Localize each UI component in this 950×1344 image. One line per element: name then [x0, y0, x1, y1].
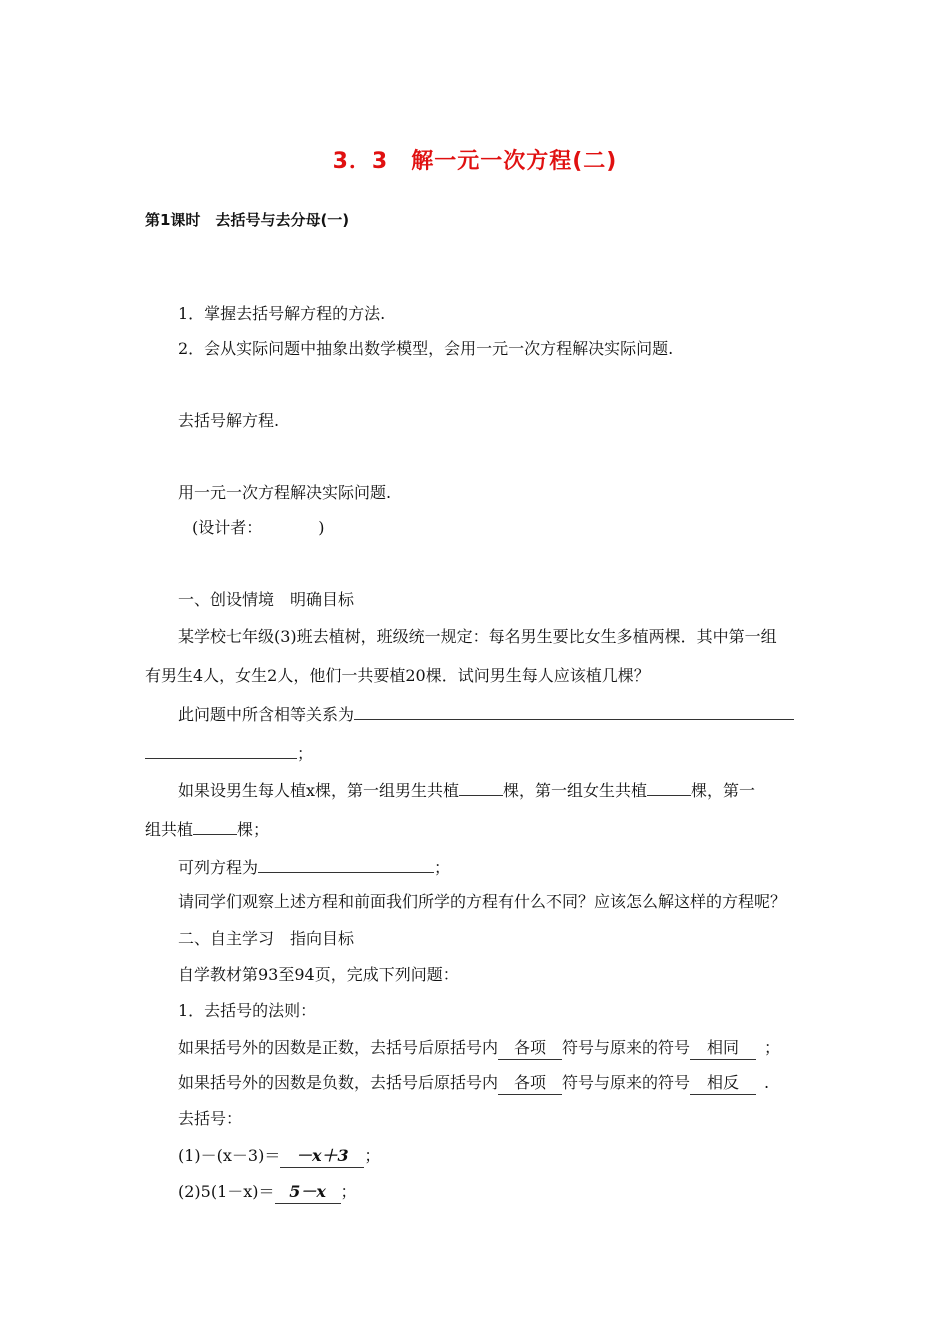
- exercise-2-question: (2)5(1－x)＝: [178, 1182, 275, 1201]
- equation-prompt: 可列方程为: [178, 858, 259, 877]
- group-total-blank[interactable]: [193, 818, 237, 835]
- problem-line-2: 有男生4人，女生2人，他们一共要植20棵．试问男生每人应该植几棵？: [145, 666, 650, 685]
- rule-negative-answer-1: 各项: [498, 1072, 562, 1095]
- equality-line-2: [145, 742, 313, 765]
- designer-note: (设计者： ): [192, 518, 325, 537]
- rule-heading: 1．去括号的法则：: [178, 1001, 317, 1020]
- equation-blank[interactable]: [258, 856, 434, 873]
- exercise-2: [178, 1181, 357, 1204]
- boys-total-blank[interactable]: [459, 779, 503, 796]
- objective-2: 2．会从实际问题中抽象出数学模型，会用一元一次方程解决实际问题.: [178, 339, 674, 358]
- rule-positive: [178, 1037, 780, 1060]
- equality-line: [178, 703, 794, 726]
- equality-blank[interactable]: [354, 703, 794, 720]
- objective-1: 1．掌握去括号解方程的方法.: [178, 304, 386, 323]
- question-line: 请同学们观察上述方程和前面我们所学的方程有什么不同？应该怎么解这样的方程呢？: [178, 892, 787, 911]
- exercise-1-answer: －x＋3: [280, 1145, 364, 1168]
- rule-negative-text-2: 符号与原来的符号: [562, 1073, 691, 1092]
- semicolon: ；: [297, 744, 314, 763]
- group-text-2: 棵；: [237, 820, 270, 839]
- difficulty: 用一元一次方程解决实际问题.: [178, 483, 392, 502]
- suppose-text-2: 棵，第一组女生共植: [503, 781, 648, 800]
- page-title: 3．3 解一元一次方程(二): [332, 149, 618, 174]
- girls-total-blank[interactable]: [647, 779, 691, 796]
- rule-positive-answer-1: 各项: [498, 1037, 562, 1060]
- semicolon: ；: [340, 1182, 357, 1201]
- suppose-text-3: 棵，第一: [691, 781, 756, 800]
- equality-prompt: 此问题中所含相等关系为: [178, 705, 355, 724]
- section1-heading: 一、创设情境 明确目标: [178, 590, 355, 609]
- problem-line-1: 某学校七年级(3)班去植树，班级统一规定：每名男生要比女生多植两棵．其中第一组: [178, 627, 777, 646]
- exercise-1: [178, 1145, 380, 1168]
- suppose-text-1: 如果设男生每人植x棵，第一组男生共植: [178, 781, 460, 800]
- rule-negative: [178, 1072, 769, 1095]
- rule-negative-text-1: 如果括号外的因数是负数，去括号后原括号内: [178, 1073, 499, 1092]
- rule-negative-answer-2: 相反: [690, 1072, 756, 1095]
- self-study-instruction: 自学教材第93至94页，完成下列问题：: [178, 965, 459, 984]
- remove-heading: 去括号：: [178, 1109, 243, 1128]
- semicolon: ；: [434, 858, 451, 877]
- rule-positive-answer-2: 相同: [690, 1037, 756, 1060]
- equation-line: [178, 856, 450, 879]
- suppose-line: [178, 779, 755, 802]
- equality-blank-2[interactable]: [145, 742, 297, 759]
- rule-positive-text-1: 如果括号外的因数是正数，去括号后原括号内: [178, 1038, 499, 1057]
- group-text-1: 组共植: [145, 820, 194, 839]
- key-point: 去括号解方程.: [178, 411, 280, 430]
- rule-positive-text-2: 符号与原来的符号: [562, 1038, 691, 1057]
- semicolon: ；: [364, 1146, 381, 1165]
- period: .: [764, 1073, 770, 1092]
- lesson-subtitle: 第1课时 去括号与去分母(一): [145, 211, 350, 229]
- section2-heading: 二、自主学习 指向目标: [178, 929, 355, 948]
- exercise-2-answer: 5－x: [275, 1181, 341, 1204]
- group-total-line: [145, 818, 269, 841]
- exercise-1-question: (1)－(x－3)＝: [178, 1146, 281, 1165]
- semicolon: ；: [764, 1038, 781, 1057]
